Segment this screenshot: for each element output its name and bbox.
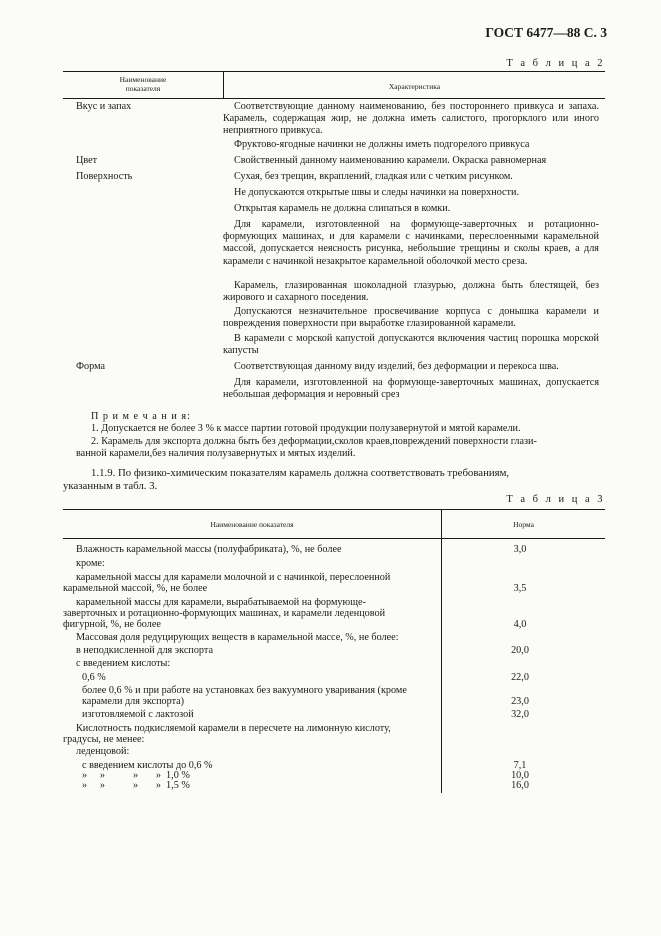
table2-top-rule bbox=[63, 71, 605, 72]
t3-value-19: 16,0 bbox=[511, 780, 529, 791]
table2-col1-header: Наименование показателя bbox=[119, 75, 167, 93]
t3-value-13: 32,0 bbox=[511, 709, 529, 720]
t3-line-19: » » » » 1,5 % bbox=[82, 780, 190, 791]
t3-value-3: 3,5 bbox=[513, 583, 527, 594]
t3-value-0: 3,0 bbox=[513, 544, 527, 555]
t3-line-9: с введением кислоты: bbox=[76, 658, 171, 669]
t3-value-6: 4,0 bbox=[513, 619, 527, 630]
surface-para-5: Карамель, глазированная шоколадной глазурью, должна быть блестящей, без жирового и сахарного поседения. bbox=[223, 280, 599, 304]
table3-col-divider bbox=[441, 509, 442, 793]
t3-value-18: 10,0 bbox=[511, 770, 529, 781]
t3-line-12: карамели для экспорта) bbox=[82, 696, 185, 707]
t3-line-4: карамельной массы для карамели, вырабатываемой на формующе- bbox=[76, 597, 366, 608]
table2-header-rule bbox=[63, 98, 605, 99]
color-para: Свойственный данному наименованию карамели. Окраска равномерная bbox=[234, 155, 547, 166]
t3-line-16: леденцовой: bbox=[76, 746, 130, 757]
taste-para-1: Соответствующие данному наименованию, без постороннего привкуса и запаха. Карамель, содержащая жир, не должна иметь салистого, прогорклого или иного неприятного привкуса. bbox=[223, 101, 599, 137]
surface-para-2: Не допускаются открытые швы и следы начинки на поверхности. bbox=[234, 187, 520, 198]
row-name-surface: Поверхность bbox=[76, 171, 133, 182]
table3-col1-header: Наименование показателя bbox=[210, 520, 294, 529]
surface-para-4: Для карамели, изготовленной на формующе-заверточных и ротационно-формующих машинах, и для карамели с начинками, переслоенными карамельной массой, допускается неясность рисунка, небольшие трещины и сколы краев, а для карамели с начинкой незакрытое карамельной оболочкой место среза. bbox=[223, 219, 599, 267]
para-119-line-2: указанным в табл. 3. bbox=[63, 480, 158, 492]
t3-line-6: фигурной, %, не более bbox=[63, 619, 161, 630]
shape-para-1: Соответствующая данному виду изделий, без деформации и перекоса шва. bbox=[234, 361, 559, 372]
page-header: ГОСТ 6477—88 С. 3 bbox=[485, 25, 607, 40]
row-name-color: Цвет bbox=[76, 155, 98, 166]
surface-para-3: Открытая карамель не должна слипаться в комки. bbox=[234, 203, 451, 214]
t3-line-14: Кислотность подкисляемой карамели в пересчете на лимонную кислоту, bbox=[76, 723, 391, 734]
table3-header-rule bbox=[63, 538, 605, 539]
notes-title: П р и м е ч а н и я: bbox=[91, 411, 191, 422]
t3-line-11: более 0,6 % и при работе на установках без вакуумного уваривания (кроме bbox=[82, 685, 407, 696]
para-119-line-1: 1.1.9. По физико-химическим показателям карамель должна соответствовать требованиям, bbox=[91, 467, 510, 479]
t3-line-0: Влажность карамельной массы (полуфабриката), %, не более bbox=[76, 544, 342, 555]
note-2: 2. Карамель для экспорта должна быть без деформации,сколов краев,повреждений поверхности глази- bbox=[91, 436, 537, 447]
t3-line-8: в неподкисленной для экспорта bbox=[76, 645, 213, 656]
t3-line-15: градусы, не менее: bbox=[63, 734, 145, 745]
row-name-shape: Форма bbox=[76, 361, 105, 372]
t3-line-7: Массовая доля редуцирующих веществ в карамельной массе, %, не более: bbox=[76, 632, 399, 643]
surface-para-6: Допускаются незначительное просвечивание корпуса с донышка карамели и повреждения поверхности при выработке глазированной карамели. bbox=[223, 306, 599, 330]
t3-value-10: 22,0 bbox=[511, 672, 529, 683]
table3-col2-header: Норма bbox=[513, 520, 534, 529]
t3-line-2: карамельной массы для карамели молочной и с начинкой, переслоенной bbox=[76, 572, 391, 583]
t3-line-3: карамельной массой, %, не более bbox=[63, 583, 208, 594]
table3-top-rule bbox=[63, 509, 605, 510]
taste-para-2: Фруктово-ягодные начинки не должны иметь подгорелого привкуса bbox=[234, 139, 530, 150]
t3-line-17: с введением кислоты до 0,6 % bbox=[82, 760, 213, 771]
t3-value-8: 20,0 bbox=[511, 645, 529, 656]
note-2-cont: ванной карамели,без наличия полузавернутых и мятых изделий. bbox=[76, 448, 356, 459]
surface-para-1: Сухая, без трещин, вкраплений, гладкая или с четким рисунком. bbox=[234, 171, 513, 182]
t3-line-18: » » » » 1,0 % bbox=[82, 770, 190, 781]
note-1: 1. Допускается не более 3 % к массе партии готовой продукции полузавернутой и мятой карамели. bbox=[91, 423, 521, 434]
table3-label: Т а б л и ц а 3 bbox=[506, 494, 605, 505]
t3-line-5: заверточных и ротационно-формующих машинах, и карамели леденцовой bbox=[63, 608, 386, 619]
shape-para-2: Для карамели, изготовленной на формующе-заверточных машинах, допускается небольшая деформация и неровный срез bbox=[223, 377, 599, 401]
table2-col2-header: Характеристика bbox=[388, 82, 441, 91]
row-name-taste: Вкус и запах bbox=[76, 101, 132, 112]
t3-line-13: изготовляемой с лактозой bbox=[82, 709, 194, 720]
t3-line-10: 0,6 % bbox=[82, 672, 106, 683]
t3-value-12: 23,0 bbox=[511, 696, 529, 707]
t3-value-17: 7,1 bbox=[513, 760, 527, 771]
surface-para-7: В карамели с морской капустой допускаются включения частиц порошка морской капусты bbox=[223, 333, 599, 357]
t3-line-1: кроме: bbox=[76, 558, 105, 569]
table2-label: Т а б л и ц а 2 bbox=[506, 58, 605, 69]
